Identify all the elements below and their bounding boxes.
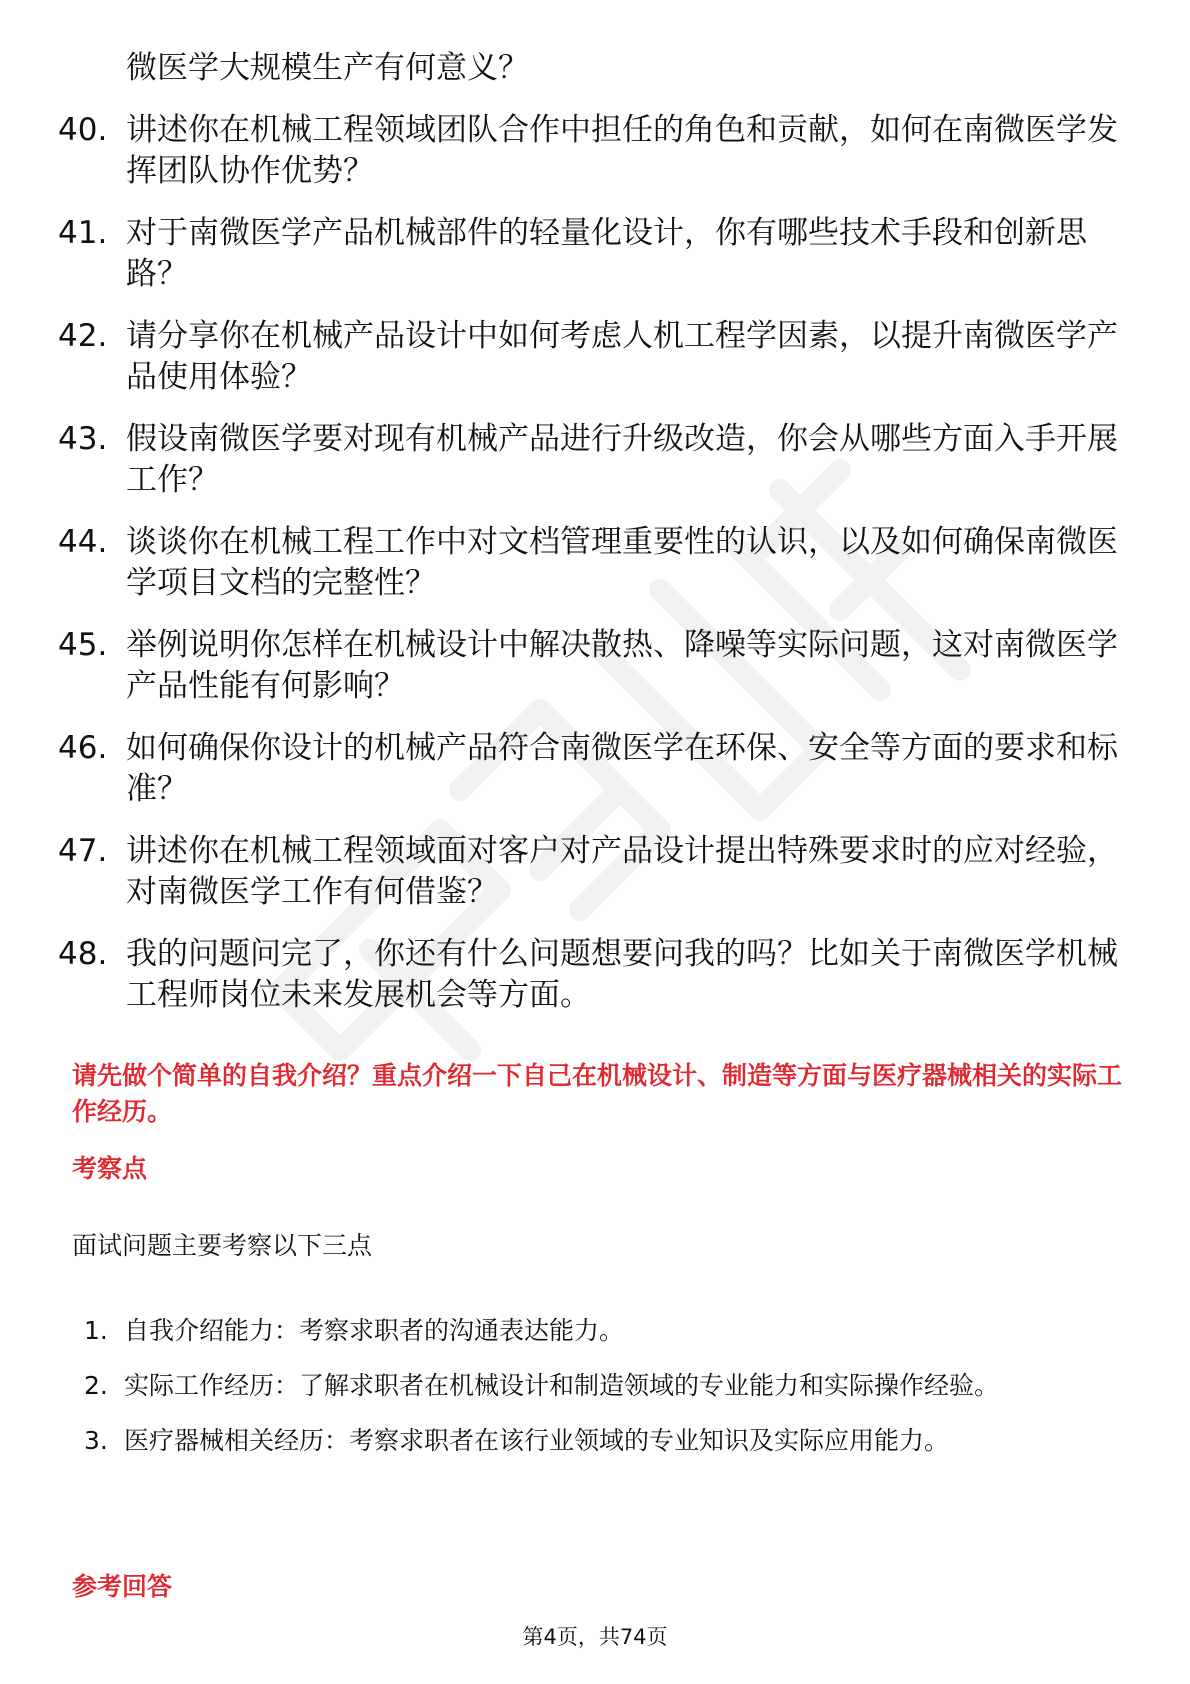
- featured-question: 请先做个简单的自我介绍？重点介绍一下自己在机械设计、制造等方面与医疗器械相关的实际工作经历。: [72, 1061, 1123, 1126]
- point-text: 实际工作经历：了解求职者在机械设计和制造领域的专业能力和实际操作经验。: [124, 1371, 1000, 1400]
- assessment-points: [84, 1303, 1104, 1468]
- question-text: 对于南微医学产品机械部件的轻量化设计，你有哪些技术手段和创新思路？: [126, 215, 1087, 292]
- list-item: [58, 110, 1118, 192]
- assessment-heading: 考察点: [72, 1154, 148, 1183]
- question-number: 40.: [58, 112, 108, 148]
- question-number: 44.: [58, 524, 108, 560]
- question-text: 假设南微医学要对现有机械产品进行升级改造，你会从哪些方面入手开展工作？: [126, 421, 1118, 498]
- point-number: 1.: [84, 1316, 108, 1345]
- point-number: 2.: [84, 1371, 108, 1400]
- list-item: [58, 728, 1118, 810]
- question-list: [58, 48, 1118, 1016]
- question-number: 42.: [58, 318, 108, 354]
- point-text: 自我介绍能力：考察求职者的沟通表达能力。: [124, 1316, 625, 1345]
- question-number: 45.: [58, 627, 108, 663]
- question-text: 讲述你在机械工程领域团队合作中担任的角色和贡献，如何在南微医学发挥团队协作优势？: [126, 112, 1118, 189]
- point-text: 医疗器械相关经历：考察求职者在该行业领域的专业知识及实际应用能力。: [124, 1426, 950, 1455]
- list-item: [58, 213, 1118, 295]
- list-item: [58, 625, 1118, 707]
- list-item: [58, 831, 1118, 913]
- question-number: 47.: [58, 833, 108, 869]
- list-item: [58, 419, 1118, 501]
- list-item: [84, 1413, 1104, 1468]
- page-footer: 第4页，共74页: [522, 1625, 668, 1649]
- question-text: 讲述你在机械工程领域面对客户对产品设计提出特殊要求时的应对经验，对南微医学工作有何借鉴？: [126, 833, 1118, 910]
- question-number: 46.: [58, 730, 108, 766]
- list-item: [58, 522, 1118, 604]
- question-number: 41.: [58, 215, 108, 251]
- assessment-intro: 面试问题主要考察以下三点: [72, 1231, 373, 1260]
- list-item: [58, 934, 1118, 1016]
- list-item: [58, 316, 1118, 398]
- question-continuation: 微医学大规模生产有何意义？: [126, 50, 529, 86]
- list-item: [84, 1358, 1104, 1413]
- question-number: 43.: [58, 421, 108, 457]
- point-number: 3.: [84, 1426, 108, 1455]
- question-text: 我的问题问完了，你还有什么问题想要问我的吗？比如关于南微医学机械工程师岗位未来发展机会等方面。: [126, 936, 1118, 1013]
- question-number: 48.: [58, 936, 108, 972]
- question-text: 谈谈你在机械工程工作中对文档管理重要性的认识，以及如何确保南微医学项目文档的完整性？: [126, 524, 1118, 601]
- question-text: 如何确保你设计的机械产品符合南微医学在环保、安全等方面的要求和标准？: [126, 730, 1118, 807]
- question-text: 举例说明你怎样在机械设计中解决散热、降噪等实际问题，这对南微医学产品性能有何影响？: [126, 627, 1118, 704]
- answer-heading: 参考回答: [72, 1572, 173, 1601]
- list-item: [84, 1303, 1104, 1358]
- question-text: 请分享你在机械产品设计中如何考虑人机工程学因素，以提升南微医学产品使用体验？: [126, 318, 1118, 395]
